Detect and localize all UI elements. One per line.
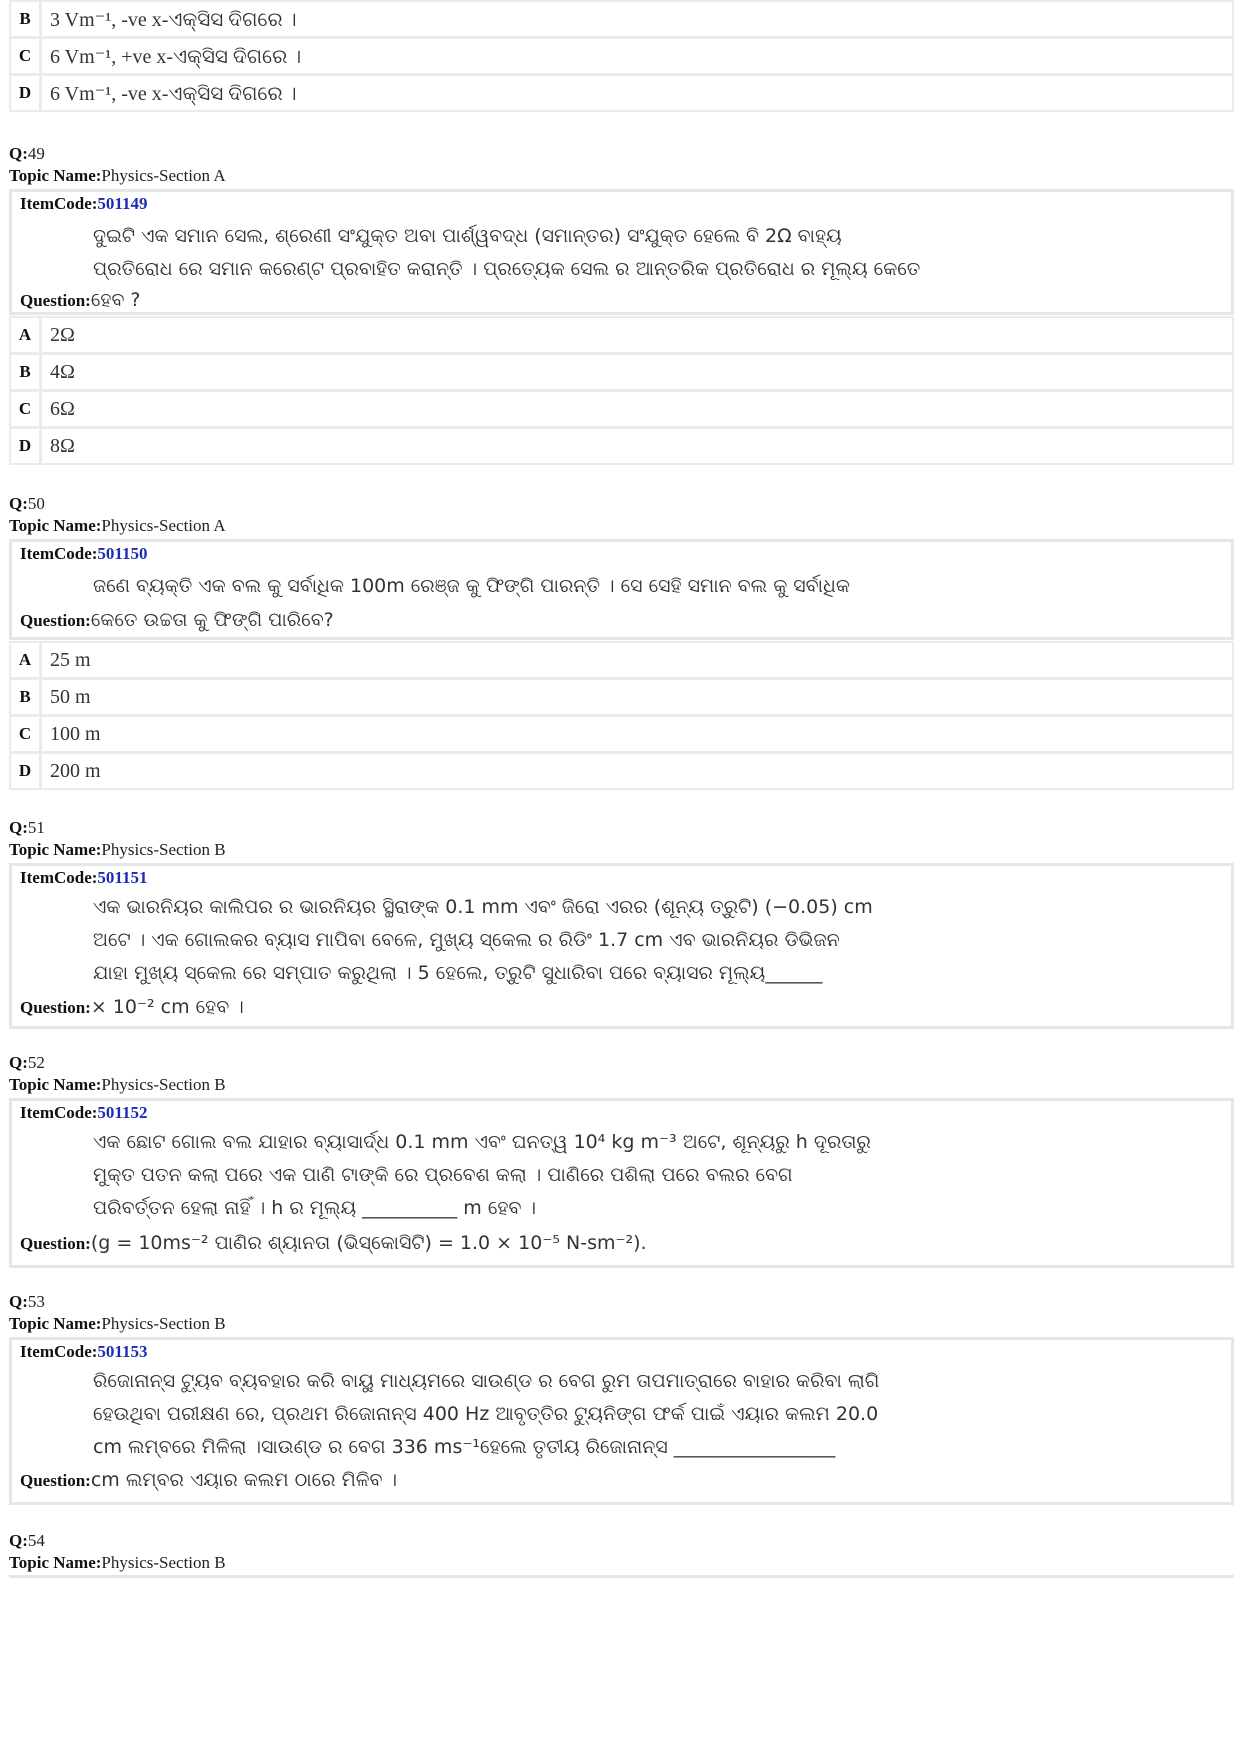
question-number: Q:49 [9, 144, 45, 163]
question-box [9, 1098, 1234, 1268]
option-text: 8Ω [42, 429, 1232, 463]
question-number: Q:51 [9, 818, 45, 837]
question-label-line: Question:ହେବ ? [20, 289, 141, 311]
question-box [9, 1337, 1234, 1505]
option-row[interactable] [11, 429, 1232, 463]
option-text: 25 m [42, 643, 1232, 677]
question-number: Q:54 [9, 1531, 45, 1550]
question-text-line: ହେଉଥିବା ପରୀକ୍ଷଣ ରେ, ପ୍ରଥମ ରିଜୋନାନ୍ସ 400 Hz ଆବୃତ୍ତିର ଟ୍ୟୁନିଙ୍ଗ ଫର୍କ ପାଇଁ ଏୟାର କଲମ 20.0 [93, 1403, 879, 1425]
option-text: 2Ω [42, 318, 1232, 352]
option-row[interactable] [11, 754, 1232, 788]
option-row[interactable] [11, 643, 1232, 677]
question-text-line: ମୁକ୍ତ ପତନ କଲା ପରେ ଏକ ପାଣି ଟାଙ୍କି ରେ ପ୍ରବେଶ କଲା । ପାଣିରେ ପଶିଲା ପରେ ବଲର ବେଗ [93, 1164, 793, 1186]
topic-name: Topic Name:Physics-Section A [9, 166, 226, 185]
topic-name: Topic Name:Physics-Section B [9, 1553, 226, 1572]
option-text: 6 Vm⁻¹, -ve x-ଏକ୍ସିସ ଦିଗରେ । [42, 76, 1232, 110]
question-text-line: cm ଲମ୍ବରେ ମିଳିଲା ।ସାଉଣ୍ଡ ର ବେଗ 336 ms⁻¹ହେଲେ ତୃତୀୟ ରିଜୋନାନ୍ସ _________________ [93, 1436, 836, 1458]
option-key: D [11, 754, 39, 788]
question-text-line: ଯାହା ମୁଖ୍ୟ ସ୍କେଲ ରେ ସମ୍ପାତ କରୁଥିଲା । 5 ହେଲେ, ତ୍ରୁଟି ସୁଧାରିବା ପରେ ବ୍ୟାସର ମୂଲ୍ୟ______ [93, 962, 823, 984]
option-text: 50 m [42, 680, 1232, 714]
question-number: Q:52 [9, 1053, 45, 1072]
question-box [9, 863, 1234, 1029]
option-row[interactable] [11, 2, 1232, 36]
option-key: C [11, 39, 39, 73]
option-text: 100 m [42, 717, 1232, 751]
item-code: ItemCode:501153 [20, 1342, 148, 1361]
option-row[interactable] [11, 39, 1232, 73]
option-row[interactable] [11, 717, 1232, 751]
question-text-line: ପ୍ରତିରୋଧ ରେ ସମାନ କରେଣ୍ଟ ପ୍ରବାହିତ କରାନ୍ତି । ପ୍ରତ୍ୟେକ ସେଲ ର ଆନ୍ତରିକ ପ୍ରତିରୋଧ ର ମୂଲ୍ୟ କେତେ [93, 258, 921, 280]
question-text-line: ଏକ ଛୋଟ ଗୋଲ ବଲ ଯାହାର ବ୍ୟାସାର୍ଦ୍ଧ 0.1 mm ଏବଂ ଘନତ୍ୱ 10⁴ kg m⁻³ ଅଟେ, ଶୂନ୍ୟରୁ h ଦୂରତାରୁ [93, 1131, 871, 1153]
option-row[interactable] [11, 392, 1232, 426]
option-row[interactable] [11, 680, 1232, 714]
question-number: Q:50 [9, 494, 45, 513]
option-key: A [11, 643, 39, 677]
item-code: ItemCode:501151 [20, 868, 148, 887]
question-text-line: ଦୁଇଟି ଏକ ସମାନ ସେଲ, ଶ୍ରେଣୀ ସଂଯୁକ୍ତ ଅବା ପାର୍ଶ୍ୱବଦ୍ଧ (ସମାନ୍ତର) ସଂଯୁକ୍ତ ହେଲେ ବି 2Ω ବାହ୍ୟ [93, 225, 842, 247]
option-key: B [11, 2, 39, 36]
question-text-line: ପରିବର୍ତ୍ତନ ହେଲା ନାହିଁ । h ର ମୂଲ୍ୟ __________ m ହେବ । [93, 1197, 536, 1219]
q49-options [9, 316, 1234, 465]
question-number: Q:53 [9, 1292, 45, 1311]
question-text-line: ଅଟେ । ଏକ ଗୋଲକର ବ୍ୟାସ ମାପିବା ବେଳେ, ମୁଖ୍ୟ ସ୍କେଲ ର ରିଡିଂ 1.7 cm ଏବ ଭାରନିୟର ଡିଭିଜନ [93, 929, 840, 951]
option-key: D [11, 429, 39, 463]
question-label-line: Question:cm ଲମ୍ବର ଏୟାର କଲମ ଠାରେ ମିଳିବ । [20, 1469, 398, 1491]
option-row[interactable] [11, 76, 1232, 110]
option-text: 6 Vm⁻¹, +ve x-ଏକ୍ସିସ ଦିଗରେ । [42, 39, 1232, 73]
option-text: 3 Vm⁻¹, -ve x-ଏକ୍ସିସ ଦିଗରେ । [42, 2, 1232, 36]
question-text-line: ଏକ ଭାରନିୟର କାଲିପର ର ଭାରନିୟର ସ୍ଥିରାଙ୍କ 0.1 mm ଏବଂ ଜିରୋ ଏରର (ଶୂନ୍ୟ ତ୍ରୁଟି) (−0.05) cm [93, 896, 873, 918]
question-text-line: ଜଣେ ବ୍ୟକ୍ତି ଏକ ବଲ କୁ ସର୍ବାଧିକ 100m ରେଞ୍ଜ କୁ ଫିଙ୍ଗି ପାରନ୍ତି । ସେ ସେହି ସମାନ ବଲ କୁ ସର୍ବାଧିକ [93, 575, 850, 597]
divider [9, 1575, 1234, 1578]
option-row[interactable] [11, 355, 1232, 389]
question-box [9, 189, 1234, 315]
topic-name: Topic Name:Physics-Section B [9, 1075, 226, 1094]
question-text-line: ରିଜୋନାନ୍ସ ଟ୍ୟୁବ ବ୍ୟବହାର କରି ବାୟୁ ମାଧ୍ୟମରେ ସାଉଣ୍ଡ ର ବେଗ ରୁମ ତାପମାତ୍ରାରେ ବାହାର କରିବା ଲାଗି [93, 1370, 880, 1392]
topic-name: Topic Name:Physics-Section A [9, 516, 226, 535]
topic-name: Topic Name:Physics-Section B [9, 1314, 226, 1333]
question-label-line: Question:× 10⁻² cm ହେବ । [20, 996, 244, 1018]
option-key: D [11, 76, 39, 110]
question-label-line: Question:(g = 10ms⁻² ପାଣିର ଶ୍ୟାନତା (ଭିସ୍କୋସିଟି) = 1.0 × 10⁻⁵ N-sm⁻²). [20, 1232, 647, 1254]
q48-options [9, 0, 1234, 112]
option-key: C [11, 392, 39, 426]
option-text: 200 m [42, 754, 1232, 788]
option-row[interactable] [11, 318, 1232, 352]
question-box [9, 539, 1234, 640]
option-text: 6Ω [42, 392, 1232, 426]
option-key: B [11, 355, 39, 389]
q50-options [9, 641, 1234, 790]
topic-name: Topic Name:Physics-Section B [9, 840, 226, 859]
option-key: C [11, 717, 39, 751]
option-text: 4Ω [42, 355, 1232, 389]
option-key: B [11, 680, 39, 714]
option-key: A [11, 318, 39, 352]
item-code: ItemCode:501149 [20, 194, 148, 213]
item-code: ItemCode:501152 [20, 1103, 148, 1122]
question-label-line: Question:କେତେ ଉଚ୍ଚତା କୁ ଫିଙ୍ଗି ପାରିବେ? [20, 609, 334, 631]
item-code: ItemCode:501150 [20, 544, 148, 563]
